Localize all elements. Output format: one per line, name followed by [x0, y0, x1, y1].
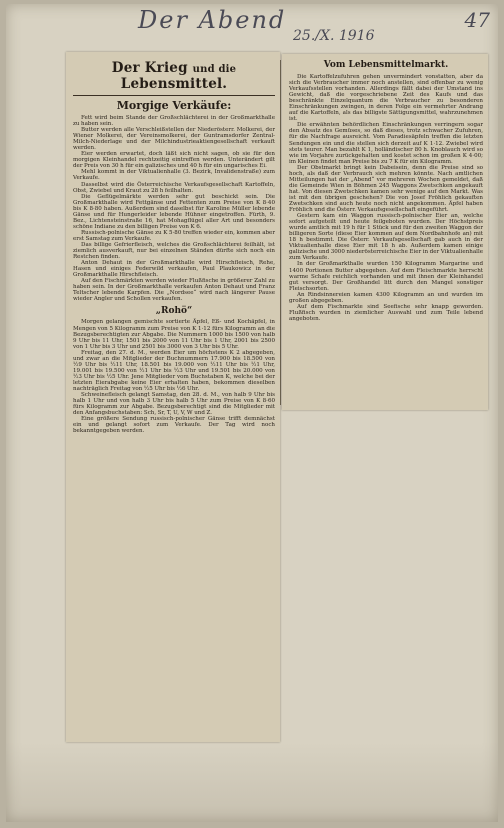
paragraph: Der Obstmarkt bringt kein Dabeisein, denn die Preise sind so hoch, als daß der Verbrauch sich mehren könnte. Nach amtlichen Mitteilungen hat der „Abend“ vor mehreren Wochen gemeldet, daß die Gemeinde Wien in Böhmen 245 Waggons Zwetschken angekauft hat. Von diesen Zwetschken kamen sehr wenige auf den Markt. Was ist mit den übrigen geschehen? Die von Josef Fröhlich gekauften Zwetschken sind auch heute noch nicht angekommen. Äpfel haben Fröhlich und die Österr. Verkaufsgesellschaft eingeführt.	[289, 164, 483, 214]
paragraph: Russisch-polnische Gänse zu K 5·80 treffen wieder ein, kommen aber erst Samstag zum Verkaufe.	[73, 229, 275, 242]
handwritten-date: 25./X. 1916	[293, 28, 375, 44]
paragraph: Auf dem Fischmarkte sind Seefische sehr knapp geworden. Flußfisch wurden in ziemlicher Auswahl und zum Teile lebend angeboten.	[289, 303, 483, 322]
paragraph: Eine größere Sendung russisch-polnischer Gänse trifft demnächst ein und gelangt sofort zum Verkaufe. Der Tag wird noch bekanntgegeben werden.	[73, 416, 275, 435]
paragraph: Freitag, den 27. d. M., werden Eier um höchstens K 2 abgegeben, und zwar an die Mitglieder der Buchnummern 17.900 bis 18.500 von ½9 Uhr bis ½11 Uhr, 18.501 bis 19.000 von ½11 Uhr bis ½1 Uhr, 19.001 bis 19.500 von ½1 Uhr bis ½3 Uhr und 19.501 bis 20.000 von ½3 Uhr bis ½5 Uhr. Jene Mitglieder vom Buchstaben K, welche bei der letzten Eierabgabe keine Eier erhalten haben, bekommen dieselben nachträglich Freitag von ½5 Uhr bis ½6 Uhr.	[73, 349, 275, 392]
paragraph: Fett wird beim Stande der Großschlächterei in der Großmarkthalle zu haben sein.	[73, 115, 275, 128]
paragraph: Schweinefleisch gelangt Samstag, den 28. d. M., von halb 9 Uhr bis halb 1 Uhr und von halb 3 Uhr bis halb 5 Uhr zum Preise von K 8·60 fürs Kilogramm zur Abgabe. Bezugsberechtigt sind die Mitglieder mit den Anfangsbuchstaben: Sch, Sr, T, U, V, W und Z.	[73, 392, 275, 417]
paragraph: Die Kartoffelzufuhren gehen unvermindert vonstatten, aber da sich die Verbraucher immer noch anstellen, sind offenbar zu wenig Verkaufsstellen vorhanden. Allerdings fällt dabei der Umstand ins Gewicht, daß die vorgeschriebene Zeit des Kaufs und das beschränkte Einzelquantum die Verbraucher zu besonderen Einschränkungen zwingen, in deren Folge ein vermehrter Andrang auf die Kartoffeln, als das billigste Sättigungsmittel, wahrzunehmen ist.	[289, 74, 483, 123]
divider	[73, 95, 275, 96]
paragraph: Gestern kam ein Waggon russisch-polnischer Eier an, welche sofort aufgeteilt und heute feilgeboten wurden. Der Höchstpreis wurde amtlich mit 19 h für 1 Stück und für den zweiten Waggon der billigeren Sorte (diese Eier kommen auf dem Nordbahnhofe an) mit 18 h bestimmt. Die Österr. Verkaufsgesellschaft gab auch in der Viktualienhalle diese Eier mit 18 h ab. Außerdem kamen einige galizische und 3000 niederösterreichische Eier in der Viktualienhalle zum Verkaufe.	[289, 213, 483, 262]
section-heading-sales: Morgige Verkäufe:	[116, 99, 232, 112]
paragraph: Die erwähnten behördlichen Einschränkungen verringern sogar den Absatz des Gemüses, so daß dieses, trotz schwacher Zufuhren, für die Nachfrage ausreicht. Vom Paradiesäpfeln treffen die letzten Sendungen ein und die stellen sich derzeit auf K 1·12. Zwiebel wird stets teurer. Man bezahlt K 1, holländischer 80 h. Knoblauch wird so wie im Vorjahre zurückgehalten und kostet schon im großen K 4·00; im Kleinen findet man Preise bis zu 7 K für ein Kilogramm.	[289, 122, 483, 165]
headline-part2: und die	[192, 64, 237, 75]
paragraph: Mehl kommt in der Viktualienhalle (3. Bezirk, Invalidenstraße) zum Verkaufe.	[73, 169, 275, 182]
paragraph: Anton Dehaut in der Großmarkthalle wird Hirschfleisch, Rehe, Hasen und einiges Federwild verkaufen, Paul Plaukowicz in der Großmarkthalle Hirschfleisch.	[73, 260, 275, 279]
scan-shadow	[6, 742, 498, 822]
paragraph: Morgen gelangen gemischte sortierte Äpfel, Eß- und Kochäpfel, in Mengen von 5 Kilogramm zum Preise von K 1·12 fürs Kilogramm an die Bezugsberechtigten zur Abgabe. Die Nummern 1000 bis 1500 von halb 9 Uhr bis 11 Uhr, 1501 bis 2000 von 11 Uhr bis 1 Uhr, 2001 bis 2500 von 1 Uhr bis 3 Uhr und 2501 bis 3000 von 3 Uhr bis 5 Uhr.	[73, 319, 275, 350]
column-rule	[280, 60, 281, 405]
article-body-rohoe	[73, 319, 275, 434]
paragraph: Dasselbst wird die Österreichische Verkaufsgesellschaft Kartoffeln, Obst, Zwiebel und Kraut zu 28 h feilhalten.	[73, 181, 275, 194]
clipping-left	[66, 52, 280, 742]
article-heading-market: Vom Lebensmittelmarkt.	[323, 60, 449, 70]
section-heading-rohoe: „Rohö“	[155, 306, 193, 317]
paragraph: In der Großmarkthalle wurden 150 Kilogramm Margarine und 1400 Portionen Butter abgegeben. Auf dem Fleischmarkte herrscht warme Schafe reichlich vorhanden und mit ihnen der Kleinhandel gut versorgt. Der Großhandel litt durch den Mangel sonstiger Fleischsorten.	[289, 261, 483, 292]
handwritten-page-number: 47	[464, 8, 490, 32]
article-body-sales	[73, 115, 275, 302]
paragraph: Auf den Fischmärkten werden wieder Flußfische in größerer Zahl zu haben sein. In der Großmarkthalle verkaufen Anton Dehaut und Franz Teltscher lebende Karpfen. Die „Nordsee“ wird nach längerer Pause wieder Angler und Schollen verkaufen.	[73, 278, 275, 303]
paragraph: Die Geflügelmärkte werden sehr gut beschickt sein. Die Großmarkthalle wird Fettgänse und Fettenten zum Preise von K 8·40 bis K 8·80 haben. Außerdem sind daselbst für Karoline Müller lebende Gänse und für Hungerleider lebende Hühner eingetroffen. Fürth, 9. Bez., Lichtensteinstraße 16, hat Mohagflügel aller Art und besonders schöne Indiane zu den billigen Preise von K 6.	[73, 193, 275, 230]
headline	[73, 60, 275, 92]
paragraph: Butter werden alle Verschleißstellen der Niederösterr. Molkerei, der Wiener Molkerei, der Vereinsmolkerei, der Guntramsdorfer Zentral-Milch-Niederlage und der Milchindustrieaktiengesellschaft verkauft werden.	[73, 127, 275, 152]
paragraph: An Rindsinnereien kamen 4300 Kilogramm an und wurden im großen abgegeben.	[289, 291, 483, 304]
clipping-right	[282, 54, 488, 410]
paragraph: Eier werden erwartet, doch läßt sich nicht sagen, ob sie für den morgigen Kleinhandel rechtzeitig eintreffen werden. Unterändert gilt der Preis von 30 h für ein galizisches und 40 h für ein ungarisches Ei.	[73, 151, 275, 170]
headline-part1: Der Krieg	[111, 60, 188, 76]
headline-part3: Lebensmittel.	[120, 76, 228, 92]
handwritten-newspaper-title: Der Abend	[138, 6, 287, 34]
paragraph: Das billige Gefrierfleisch, welches die Großschlächterei feilhält, ist ziemlich ausverkauft, nur bei einzelnen Ständen dürfte sich noch ein Restchen finden.	[73, 241, 275, 261]
article-body-market	[289, 74, 483, 322]
